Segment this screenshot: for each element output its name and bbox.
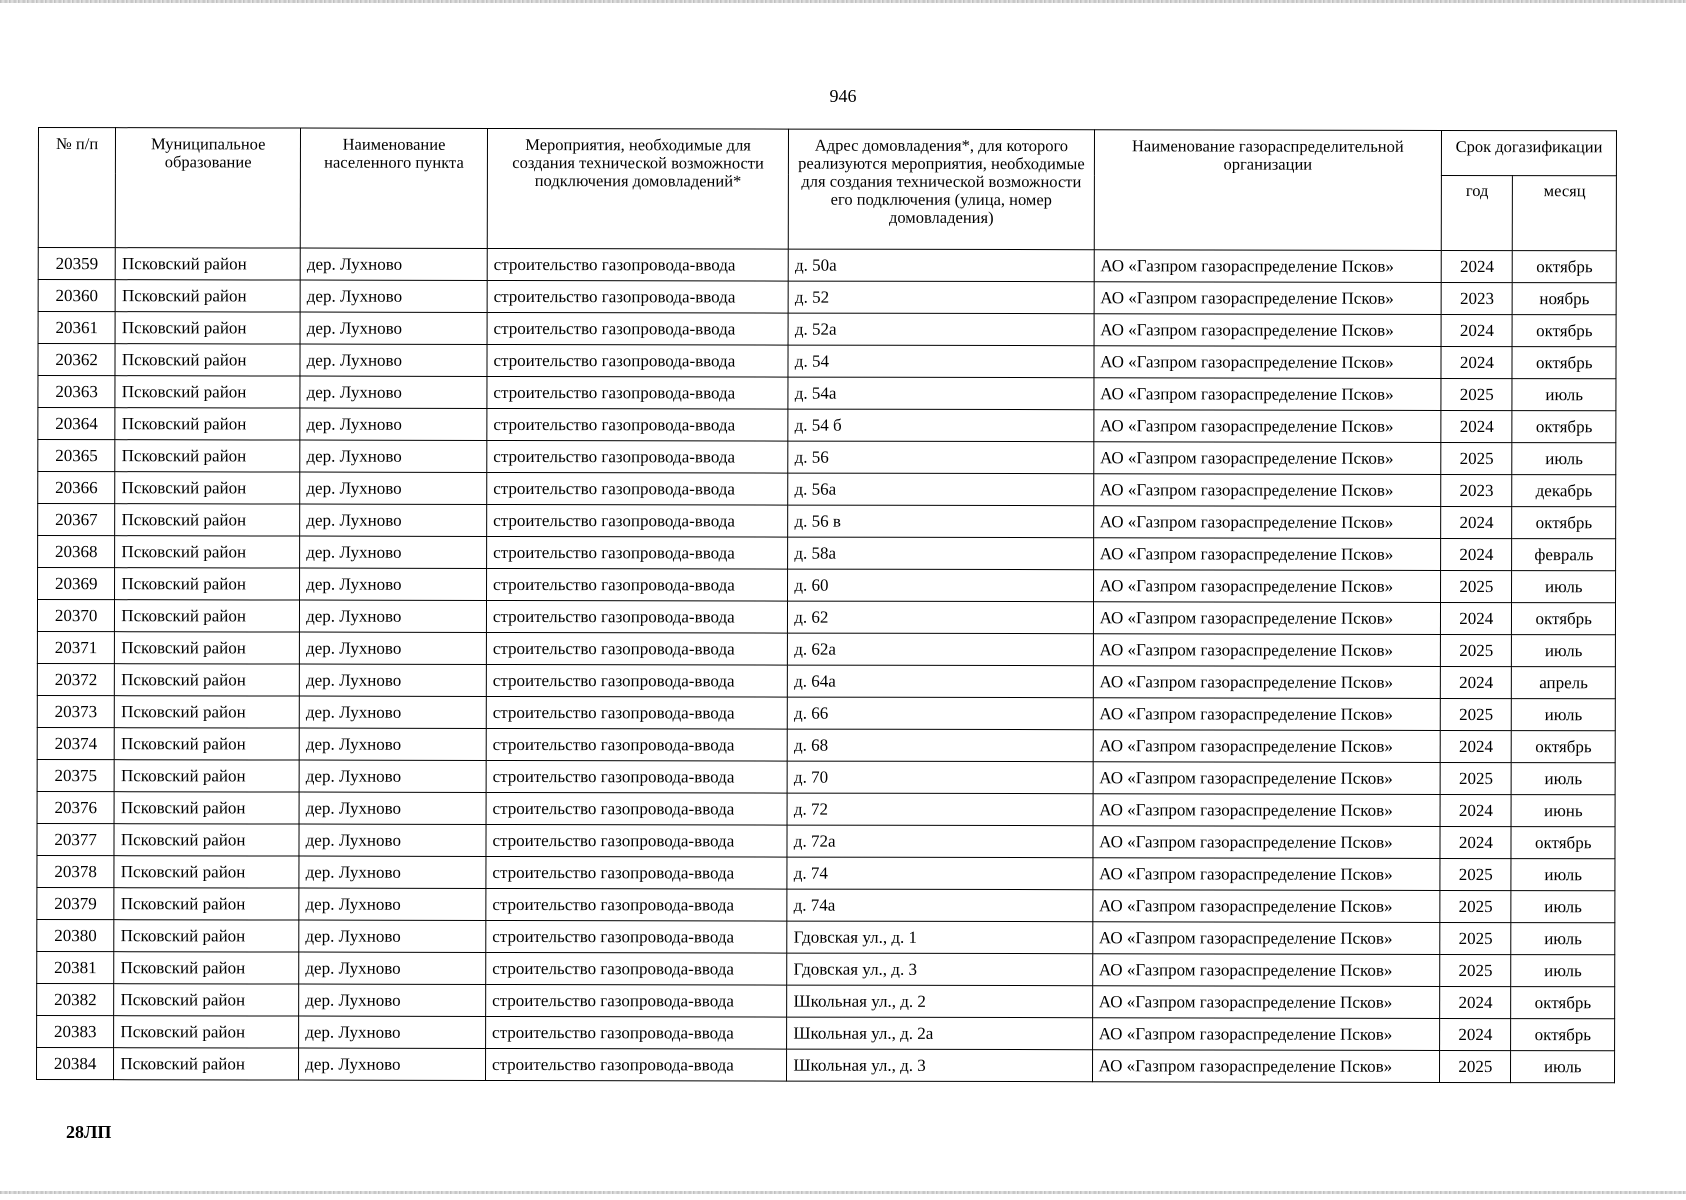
cell-locality: дер. Лухново bbox=[299, 792, 486, 824]
cell-works: строительство газопровода-ввода bbox=[486, 1016, 787, 1049]
cell-works: строительство газопровода-ввода bbox=[486, 728, 787, 761]
table-row bbox=[38, 408, 1616, 443]
cell-month: февраль bbox=[1512, 539, 1616, 571]
cell-year: 2024 bbox=[1441, 346, 1512, 378]
cell-no: 20360 bbox=[38, 280, 115, 312]
cell-municipality: Псковский район bbox=[116, 248, 301, 280]
cell-no: 20366 bbox=[38, 472, 115, 504]
cell-locality: дер. Лухново bbox=[300, 312, 487, 344]
cell-organization: АО «Газпром газораспределение Псков» bbox=[1094, 314, 1442, 347]
cell-organization: АО «Газпром газораспределение Псков» bbox=[1093, 410, 1441, 443]
cell-locality: дер. Лухново bbox=[300, 504, 487, 536]
cell-month: октябрь bbox=[1511, 827, 1615, 859]
cell-municipality: Псковский район bbox=[114, 792, 299, 824]
cell-year: 2024 bbox=[1441, 538, 1512, 570]
cell-works: строительство газопровода-ввода bbox=[486, 888, 787, 921]
cell-address: д. 62 bbox=[788, 601, 1093, 634]
table-row bbox=[38, 568, 1616, 603]
cell-address: Гдовская ул., д. 1 bbox=[787, 921, 1092, 954]
cell-works: строительство газопровода-ввода bbox=[486, 984, 787, 1017]
cell-address: д. 56а bbox=[788, 473, 1093, 506]
cell-year: 2025 bbox=[1440, 762, 1511, 794]
table-row bbox=[38, 376, 1616, 411]
cell-no: 20363 bbox=[38, 376, 115, 408]
cell-locality: дер. Лухново bbox=[300, 344, 487, 376]
header-works: Мероприятия, необходимые для создания технической возможности подключения домовладений* bbox=[487, 128, 789, 249]
table-row bbox=[38, 504, 1616, 539]
table-row bbox=[38, 440, 1616, 475]
footer-code: 28ЛП bbox=[66, 1122, 112, 1142]
cell-organization: АО «Газпром газораспределение Псков» bbox=[1093, 762, 1441, 795]
cell-municipality: Псковский район bbox=[115, 696, 300, 728]
cell-works: строительство газопровода-ввода bbox=[487, 536, 788, 569]
cell-address: Школьная ул., д. 2 bbox=[787, 985, 1092, 1018]
cell-municipality: Псковский район bbox=[115, 632, 300, 664]
cell-no: 20362 bbox=[38, 344, 115, 376]
cell-year: 2024 bbox=[1441, 314, 1512, 346]
cell-month: июль bbox=[1512, 571, 1616, 603]
cell-works: строительство газопровода-ввода bbox=[487, 312, 788, 345]
header-organization: Наименование газораспределительной организации bbox=[1094, 130, 1442, 251]
cell-no: 20379 bbox=[37, 887, 114, 919]
cell-no: 20376 bbox=[37, 791, 114, 823]
cell-month: октябрь bbox=[1512, 507, 1616, 539]
cell-year: 2024 bbox=[1440, 986, 1511, 1018]
table-row bbox=[37, 887, 1615, 922]
cell-works: строительство газопровода-ввода bbox=[486, 696, 787, 729]
cell-no: 20369 bbox=[38, 568, 115, 600]
cell-month: июль bbox=[1512, 635, 1616, 667]
cell-no: 20367 bbox=[38, 504, 115, 536]
cell-no: 20365 bbox=[38, 440, 115, 472]
cell-no: 20370 bbox=[37, 600, 114, 632]
cell-address: д. 74а bbox=[787, 889, 1092, 922]
cell-no: 20361 bbox=[38, 312, 115, 344]
cell-address: д. 56 в bbox=[788, 505, 1093, 538]
cell-works: строительство газопровода-ввода bbox=[486, 856, 787, 889]
cell-works: строительство газопровода-ввода bbox=[486, 760, 787, 793]
cell-year: 2024 bbox=[1441, 250, 1512, 282]
cell-address: д. 60 bbox=[788, 569, 1093, 602]
cell-organization: АО «Газпром газораспределение Псков» bbox=[1093, 794, 1441, 827]
cell-locality: дер. Лухново bbox=[300, 632, 487, 664]
cell-locality: дер. Лухново bbox=[299, 760, 486, 792]
cell-locality: дер. Лухново bbox=[299, 984, 486, 1016]
cell-year: 2024 bbox=[1440, 794, 1511, 826]
cell-address: д. 72 bbox=[787, 793, 1092, 826]
cell-month: октябрь bbox=[1511, 987, 1615, 1019]
cell-municipality: Псковский район bbox=[114, 1016, 299, 1048]
cell-no: 20372 bbox=[37, 663, 114, 695]
cell-no: 20373 bbox=[37, 695, 114, 727]
cell-municipality: Псковский район bbox=[115, 376, 300, 408]
cell-year: 2023 bbox=[1441, 282, 1512, 314]
cell-year: 2025 bbox=[1440, 890, 1511, 922]
header-locality: Наименование населенного пункта bbox=[300, 128, 487, 248]
table-row bbox=[37, 855, 1615, 890]
cell-organization: АО «Газпром газораспределение Псков» bbox=[1092, 954, 1440, 987]
cell-month: июль bbox=[1511, 923, 1615, 955]
cell-organization: АО «Газпром газораспределение Псков» bbox=[1093, 506, 1441, 539]
table-row bbox=[37, 1015, 1615, 1050]
header-address: Адрес домовладения*, для которого реализуются мероприятия, необходимые для создания технической возможности его подключения (улица, номер домовладения) bbox=[789, 129, 1095, 250]
cell-address: д. 56 bbox=[788, 441, 1093, 474]
cell-no: 20359 bbox=[38, 248, 115, 280]
cell-address: Школьная ул., д. 2а bbox=[787, 1017, 1092, 1050]
cell-year: 2024 bbox=[1441, 602, 1512, 634]
cell-year: 2025 bbox=[1441, 442, 1512, 474]
table-body bbox=[37, 248, 1617, 1083]
cell-month: октябрь bbox=[1513, 251, 1617, 283]
table-row bbox=[37, 727, 1615, 762]
cell-address: д. 70 bbox=[787, 761, 1092, 794]
cell-month: июль bbox=[1511, 859, 1615, 891]
cell-works: строительство газопровода-ввода bbox=[486, 792, 787, 825]
gasification-table bbox=[36, 127, 1617, 1083]
cell-address: д. 50а bbox=[788, 249, 1093, 282]
table-row bbox=[38, 248, 1616, 283]
cell-year: 2024 bbox=[1441, 506, 1512, 538]
table-row bbox=[38, 472, 1616, 507]
cell-locality: дер. Лухново bbox=[299, 1048, 486, 1080]
cell-municipality: Псковский район bbox=[115, 472, 300, 504]
cell-municipality: Псковский район bbox=[115, 280, 300, 312]
cell-municipality: Псковский район bbox=[115, 312, 300, 344]
cell-works: строительство газопровода-ввода bbox=[487, 440, 788, 473]
cell-organization: АО «Газпром газораспределение Псков» bbox=[1092, 890, 1440, 923]
cell-locality: дер. Лухново bbox=[299, 888, 486, 920]
table-row bbox=[37, 951, 1615, 986]
cell-works: строительство газопровода-ввода bbox=[486, 664, 787, 697]
cell-municipality: Псковский район bbox=[115, 728, 300, 760]
cell-no: 20378 bbox=[37, 855, 114, 887]
cell-works: строительство газопровода-ввода bbox=[487, 472, 788, 505]
cell-works: строительство газопровода-ввода bbox=[487, 408, 788, 441]
cell-locality: дер. Лухново bbox=[300, 472, 487, 504]
cell-month: ноябрь bbox=[1513, 283, 1617, 315]
cell-municipality: Псковский район bbox=[114, 984, 299, 1016]
cell-organization: АО «Газпром газораспределение Псков» bbox=[1093, 602, 1441, 635]
cell-month: июль bbox=[1512, 443, 1616, 475]
cell-works: строительство газопровода-ввода bbox=[486, 632, 787, 665]
cell-municipality: Псковский район bbox=[114, 920, 299, 952]
table-row bbox=[38, 344, 1616, 379]
cell-organization: АО «Газпром газораспределение Псков» bbox=[1093, 474, 1441, 507]
cell-locality: дер. Лухново bbox=[300, 600, 487, 632]
cell-locality: дер. Лухново bbox=[299, 664, 486, 696]
cell-municipality: Псковский район bbox=[114, 1048, 299, 1080]
header-month: месяц bbox=[1513, 176, 1617, 251]
cell-works: строительство газопровода-ввода bbox=[487, 248, 788, 281]
cell-municipality: Псковский район bbox=[114, 888, 299, 920]
cell-locality: дер. Лухново bbox=[299, 728, 486, 760]
cell-locality: дер. Лухново bbox=[299, 920, 486, 952]
cell-works: строительство газопровода-ввода bbox=[486, 952, 787, 985]
cell-works: строительство газопровода-ввода bbox=[485, 1048, 786, 1081]
cell-year: 2024 bbox=[1440, 666, 1511, 698]
cell-month: октябрь bbox=[1512, 603, 1616, 635]
cell-year: 2024 bbox=[1440, 1018, 1511, 1050]
cell-organization: АО «Газпром газораспределение Псков» bbox=[1093, 634, 1441, 667]
cell-year: 2024 bbox=[1440, 826, 1511, 858]
cell-address: д. 72а bbox=[787, 825, 1092, 858]
table-row bbox=[37, 791, 1615, 826]
cell-address: д. 74 bbox=[787, 857, 1092, 890]
cell-no: 20364 bbox=[38, 408, 115, 440]
cell-municipality: Псковский район bbox=[115, 664, 300, 696]
cell-year: 2025 bbox=[1440, 922, 1511, 954]
table-row bbox=[37, 759, 1615, 794]
cell-municipality: Псковский район bbox=[115, 440, 300, 472]
cell-locality: дер. Лухново bbox=[300, 536, 487, 568]
scan-edge-top bbox=[0, 0, 1686, 3]
cell-address: Гдовская ул., д. 3 bbox=[787, 953, 1092, 986]
cell-year: 2025 bbox=[1441, 570, 1512, 602]
table-row bbox=[37, 919, 1615, 954]
cell-municipality: Псковский район bbox=[114, 952, 299, 984]
cell-organization: АО «Газпром газораспределение Псков» bbox=[1094, 282, 1442, 315]
cell-locality: дер. Лухново bbox=[299, 696, 486, 728]
cell-no: 20382 bbox=[37, 983, 114, 1015]
cell-locality: дер. Лухново bbox=[300, 408, 487, 440]
cell-organization: АО «Газпром газораспределение Псков» bbox=[1092, 1050, 1440, 1083]
cell-municipality: Псковский район bbox=[114, 760, 299, 792]
cell-year: 2024 bbox=[1441, 410, 1512, 442]
header-term: Срок догазификации bbox=[1442, 130, 1617, 175]
cell-municipality: Псковский район bbox=[115, 600, 300, 632]
cell-month: октябрь bbox=[1512, 731, 1616, 763]
cell-month: октябрь bbox=[1511, 1019, 1615, 1051]
cell-no: 20374 bbox=[37, 727, 114, 759]
cell-year: 2025 bbox=[1440, 858, 1511, 890]
cell-locality: дер. Лухново bbox=[299, 824, 486, 856]
cell-organization: АО «Газпром газораспределение Псков» bbox=[1093, 570, 1441, 603]
table-row bbox=[37, 1047, 1615, 1082]
cell-month: октябрь bbox=[1513, 315, 1617, 347]
cell-locality: дер. Лухново bbox=[300, 248, 487, 280]
page-number: 946 bbox=[829, 86, 857, 106]
cell-year: 2023 bbox=[1441, 474, 1512, 506]
header-year: год bbox=[1441, 175, 1512, 250]
cell-organization: АО «Газпром газораспределение Псков» bbox=[1092, 922, 1440, 955]
cell-month: июль bbox=[1511, 891, 1615, 923]
cell-year: 2025 bbox=[1440, 954, 1511, 986]
cell-address: д. 58а bbox=[788, 537, 1093, 570]
cell-no: 20368 bbox=[38, 536, 115, 568]
cell-month: октябрь bbox=[1512, 411, 1616, 443]
cell-no: 20371 bbox=[37, 631, 114, 663]
cell-month: октябрь bbox=[1512, 347, 1616, 379]
cell-address: д. 54 bbox=[788, 345, 1093, 378]
cell-address: Школьная ул., д. 3 bbox=[787, 1049, 1092, 1082]
cell-organization: АО «Газпром газораспределение Псков» bbox=[1093, 666, 1441, 699]
cell-organization: АО «Газпром газораспределение Псков» bbox=[1093, 698, 1441, 731]
cell-municipality: Псковский район bbox=[115, 536, 300, 568]
cell-locality: дер. Лухново bbox=[299, 952, 486, 984]
cell-works: строительство газопровода-ввода bbox=[487, 504, 788, 537]
cell-address: д. 54а bbox=[788, 377, 1093, 410]
cell-month: июль bbox=[1512, 699, 1616, 731]
cell-works: строительство газопровода-ввода bbox=[486, 568, 787, 601]
cell-year: 2025 bbox=[1441, 634, 1512, 666]
table-row bbox=[37, 983, 1615, 1018]
header-municipality: Муниципальное образование bbox=[116, 128, 301, 248]
cell-organization: АО «Газпром газораспределение Псков» bbox=[1094, 346, 1442, 379]
cell-organization: АО «Газпром газораспределение Псков» bbox=[1093, 858, 1441, 891]
table-row bbox=[38, 536, 1616, 571]
cell-month: июль bbox=[1512, 379, 1616, 411]
cell-works: строительство газопровода-ввода bbox=[486, 920, 787, 953]
cell-no: 20383 bbox=[37, 1015, 114, 1047]
table-row bbox=[38, 280, 1616, 315]
cell-organization: АО «Газпром газораспределение Псков» bbox=[1094, 378, 1442, 411]
cell-address: д. 54 б bbox=[788, 409, 1093, 442]
cell-month: июнь bbox=[1512, 795, 1616, 827]
cell-locality: дер. Лухново bbox=[299, 856, 486, 888]
cell-locality: дер. Лухново bbox=[300, 568, 487, 600]
table-row bbox=[37, 823, 1615, 858]
cell-no: 20380 bbox=[37, 919, 114, 951]
cell-address: д. 66 bbox=[788, 697, 1093, 730]
table-row bbox=[37, 631, 1615, 666]
cell-municipality: Псковский район bbox=[114, 856, 299, 888]
cell-municipality: Псковский район bbox=[114, 824, 299, 856]
cell-works: строительство газопровода-ввода bbox=[487, 280, 788, 313]
cell-address: д. 68 bbox=[787, 729, 1092, 762]
cell-municipality: Псковский район bbox=[115, 344, 300, 376]
header-no: № п/п bbox=[38, 128, 116, 248]
cell-organization: АО «Газпром газораспределение Псков» bbox=[1092, 986, 1440, 1019]
cell-works: строительство газопровода-ввода bbox=[486, 824, 787, 857]
cell-organization: АО «Газпром газораспределение Псков» bbox=[1094, 250, 1442, 283]
cell-year: 2025 bbox=[1440, 698, 1511, 730]
cell-month: декабрь bbox=[1512, 475, 1616, 507]
cell-locality: дер. Лухново bbox=[300, 376, 487, 408]
cell-year: 2025 bbox=[1441, 378, 1512, 410]
cell-locality: дер. Лухново bbox=[300, 280, 487, 312]
cell-organization: АО «Газпром газораспределение Псков» bbox=[1093, 538, 1441, 571]
cell-municipality: Псковский район bbox=[115, 408, 300, 440]
cell-no: 20377 bbox=[37, 823, 114, 855]
cell-month: июль bbox=[1512, 763, 1616, 795]
cell-address: д. 64а bbox=[788, 665, 1093, 698]
cell-works: строительство газопровода-ввода bbox=[487, 344, 788, 377]
cell-no: 20384 bbox=[37, 1047, 114, 1079]
cell-works: строительство газопровода-ввода bbox=[486, 600, 787, 633]
cell-organization: АО «Газпром газораспределение Псков» bbox=[1093, 442, 1441, 475]
table-row bbox=[37, 663, 1615, 698]
cell-organization: АО «Газпром газораспределение Псков» bbox=[1093, 730, 1441, 763]
cell-no: 20381 bbox=[37, 951, 114, 983]
table-row bbox=[37, 695, 1615, 730]
scan-edge-bottom bbox=[0, 1191, 1686, 1194]
cell-address: д. 52а bbox=[788, 313, 1093, 346]
cell-works: строительство газопровода-ввода bbox=[487, 376, 788, 409]
cell-month: апрель bbox=[1512, 667, 1616, 699]
cell-municipality: Псковский район bbox=[115, 504, 300, 536]
cell-year: 2024 bbox=[1440, 730, 1511, 762]
cell-no: 20375 bbox=[37, 759, 114, 791]
cell-locality: дер. Лухново bbox=[300, 440, 487, 472]
table-row bbox=[38, 312, 1616, 347]
cell-locality: дер. Лухново bbox=[299, 1016, 486, 1048]
table-row bbox=[37, 600, 1615, 635]
cell-month: июль bbox=[1511, 1051, 1615, 1083]
cell-organization: АО «Газпром газораспределение Псков» bbox=[1092, 1018, 1440, 1051]
cell-address: д. 52 bbox=[788, 281, 1093, 314]
cell-organization: АО «Газпром газораспределение Псков» bbox=[1093, 826, 1441, 859]
cell-year: 2025 bbox=[1440, 1050, 1511, 1082]
cell-month: июль bbox=[1511, 955, 1615, 987]
cell-address: д. 62а bbox=[788, 633, 1093, 666]
cell-municipality: Псковский район bbox=[115, 568, 300, 600]
